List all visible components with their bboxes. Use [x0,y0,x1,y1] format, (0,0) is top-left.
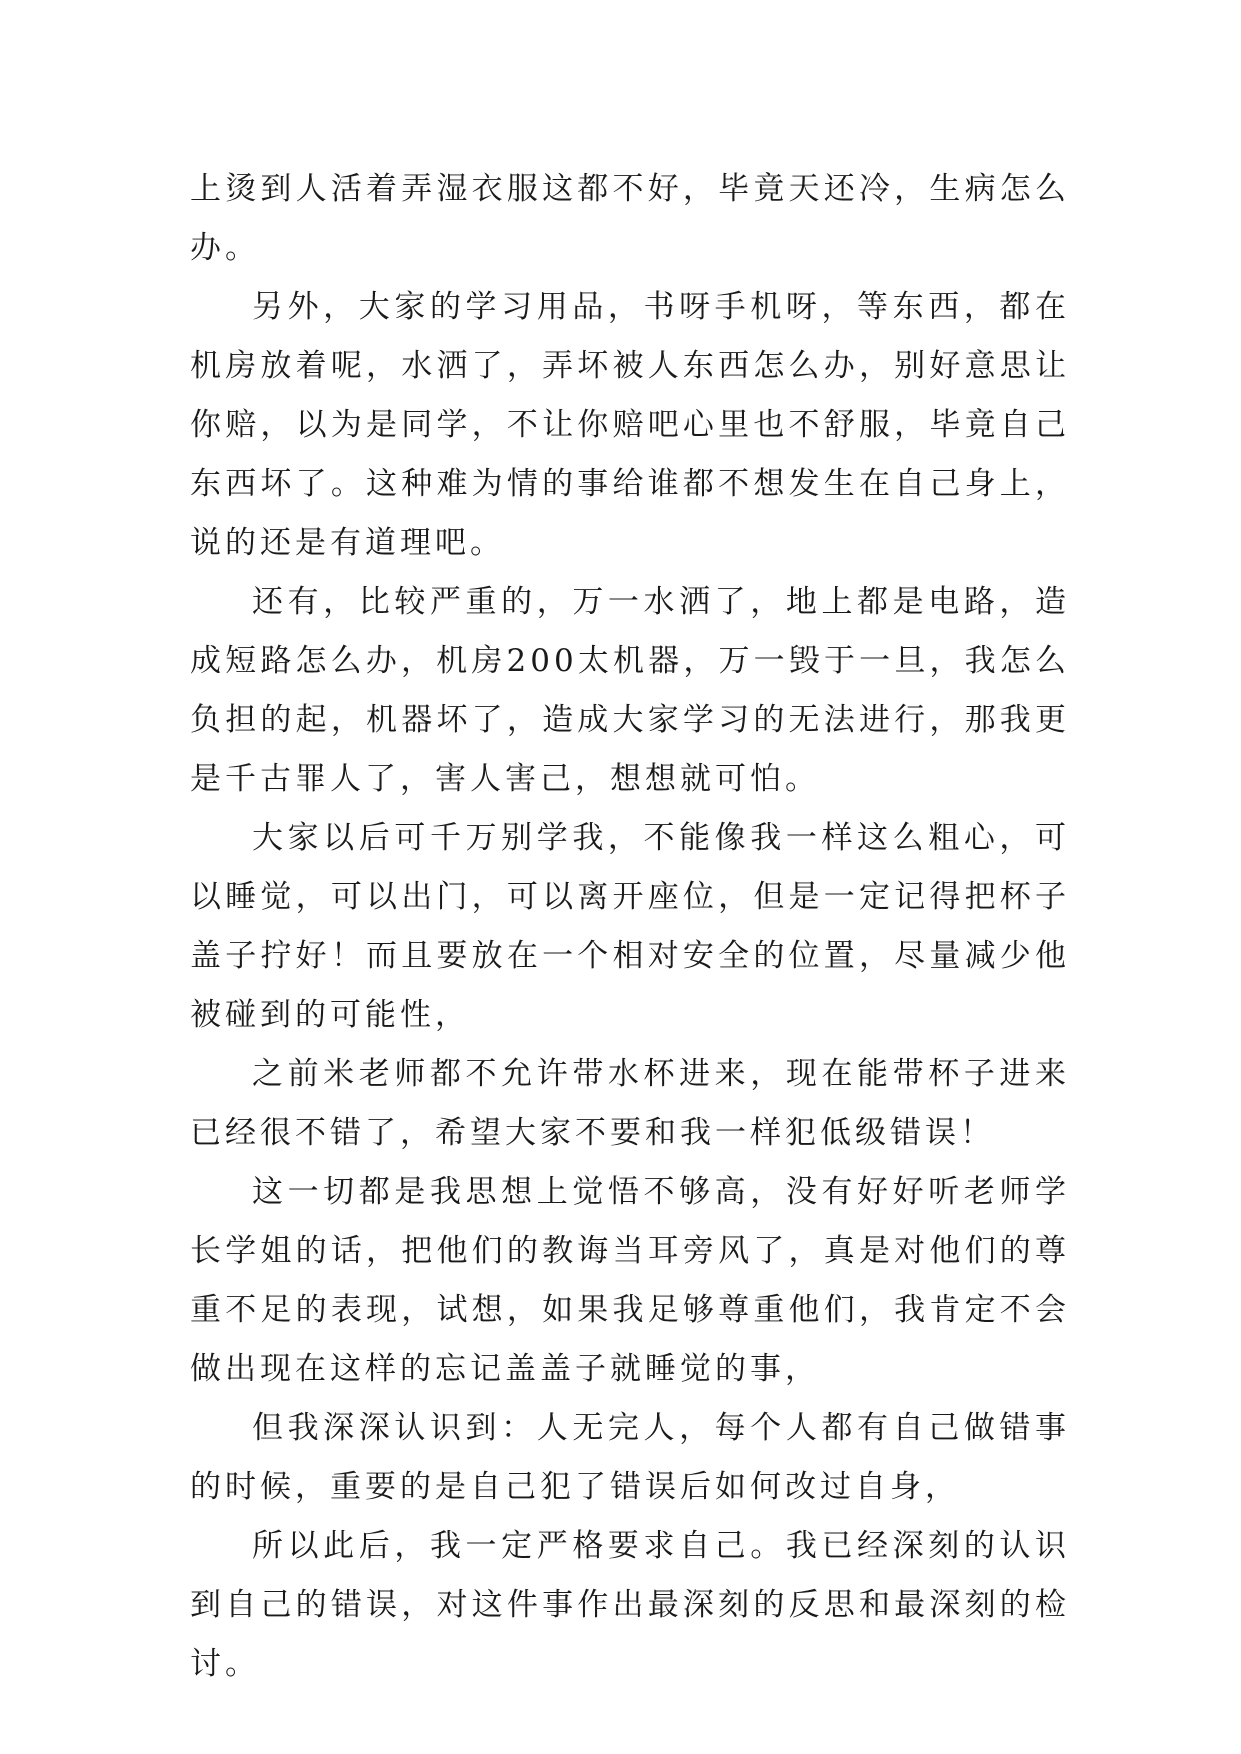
paragraph: 所以此后，我一定严格要求自己。我已经深刻的认识到自己的错误，对这件事作出最深刻的反思和最深刻的检讨。 [190,1528,1070,1682]
paragraph: 但我深深认识到：人无完人，每个人都有自己做错事的时候，重要的是自己犯了错误后如何改过自身， [190,1410,1070,1505]
paragraph: 还有，比较严重的，万一水洒了，地上都是电路，造成短路怎么办，机房200太机器，万一毁于一旦，我怎么负担的起，机器坏了，造成大家学习的无法进行，那我更是千古罪人了，害人害己，想想就可怕。 [190,584,1070,797]
paragraph: 之前米老师都不允许带水杯进来，现在能带杯子进来已经很不错了，希望大家不要和我一样犯低级错误！ [190,1056,1070,1151]
paragraph: 上烫到人活着弄湿衣服这都不好，毕竟天还冷，生病怎么办。 [190,171,1070,266]
document-body [190,160,1070,1694]
paragraph: 大家以后可千万别学我，不能像我一样这么粗心，可以睡觉，可以出门，可以离开座位，但是一定记得把杯子盖子拧好！而且要放在一个相对安全的位置，尽量减少他被碰到的可能性， [190,820,1070,1033]
paragraph: 另外，大家的学习用品，书呀手机呀，等东西，都在机房放着呢，水洒了，弄坏被人东西怎么办，别好意思让你赔，以为是同学，不让你赔吧心里也不舒服，毕竟自己东西坏了。这种难为情的事给谁都不想发生在自己身上，说的还是有道理吧。 [190,289,1070,561]
paragraph: 这一切都是我思想上觉悟不够高，没有好好听老师学长学姐的话，把他们的教诲当耳旁风了，真是对他们的尊重不足的表现，试想，如果我足够尊重他们，我肯定不会做出现在这样的忘记盖盖子就睡觉的事， [190,1174,1070,1387]
